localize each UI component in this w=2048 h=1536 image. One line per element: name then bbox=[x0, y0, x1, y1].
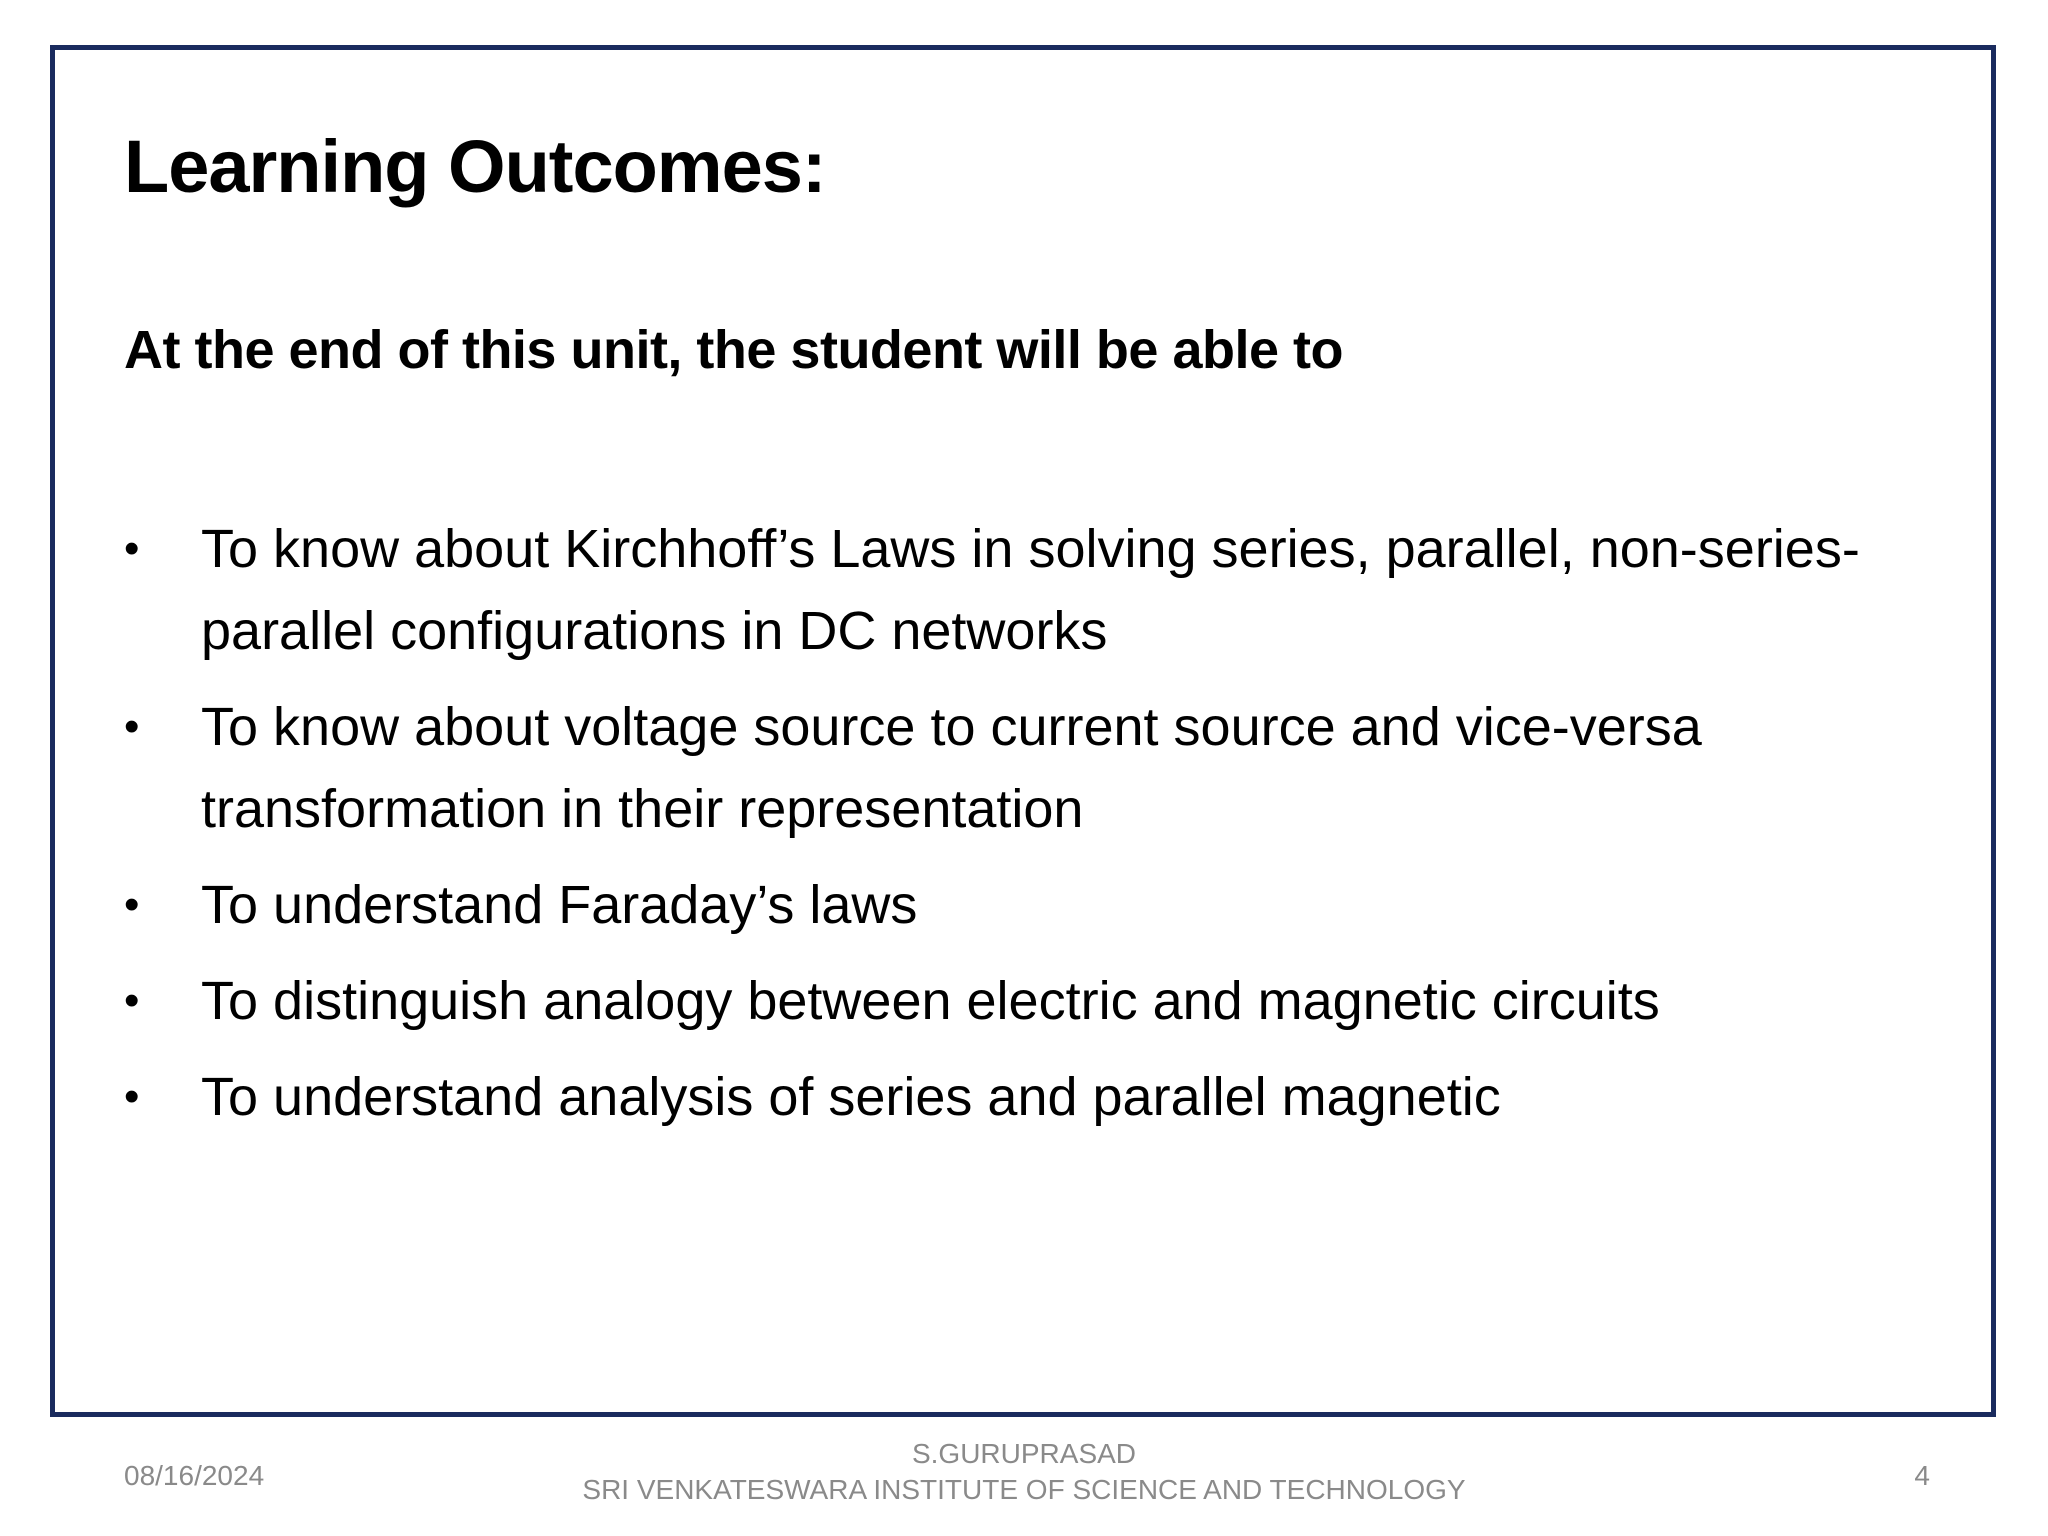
outcomes-list bbox=[124, 508, 1944, 1152]
outcome-item bbox=[124, 508, 1944, 672]
bullet-icon: • bbox=[124, 880, 140, 929]
outcome-text: To know about Kirchhoff’s Laws in solving series, parallel, non-series-parallel configurations in DC networks bbox=[201, 519, 1860, 661]
footer-center bbox=[524, 1436, 1524, 1509]
bullet-icon: • bbox=[124, 976, 140, 1025]
footer-institution: SRI VENKATESWARA INSTITUTE OF SCIENCE AND TECHNOLOGY bbox=[582, 1474, 1466, 1506]
outcome-item bbox=[124, 686, 1944, 850]
outcome-item bbox=[124, 1056, 1944, 1138]
outcome-text: To know about voltage source to current source and vice-versa transformation in their representation bbox=[201, 697, 1702, 839]
footer-date: 08/16/2024 bbox=[124, 1460, 265, 1491]
slide-title: Learning Outcomes: bbox=[124, 125, 826, 208]
outcome-text: To understand Faraday’s laws bbox=[201, 875, 918, 935]
footer-author: S.GURUPRASAD bbox=[911, 1438, 1137, 1469]
outcome-text: To understand analysis of series and parallel magnetic bbox=[201, 1067, 1501, 1127]
outcome-text: To distinguish analogy between electric and magnetic circuits bbox=[201, 971, 1660, 1031]
bullet-icon: • bbox=[124, 1072, 140, 1121]
outcome-item bbox=[124, 864, 1944, 946]
outcome-item bbox=[124, 960, 1944, 1042]
slide-subtitle: At the end of this unit, the student will be able to bbox=[124, 320, 1343, 380]
bullet-icon: • bbox=[124, 524, 140, 573]
bullet-icon: • bbox=[124, 702, 140, 751]
footer-page-number: 4 bbox=[1914, 1460, 1930, 1491]
